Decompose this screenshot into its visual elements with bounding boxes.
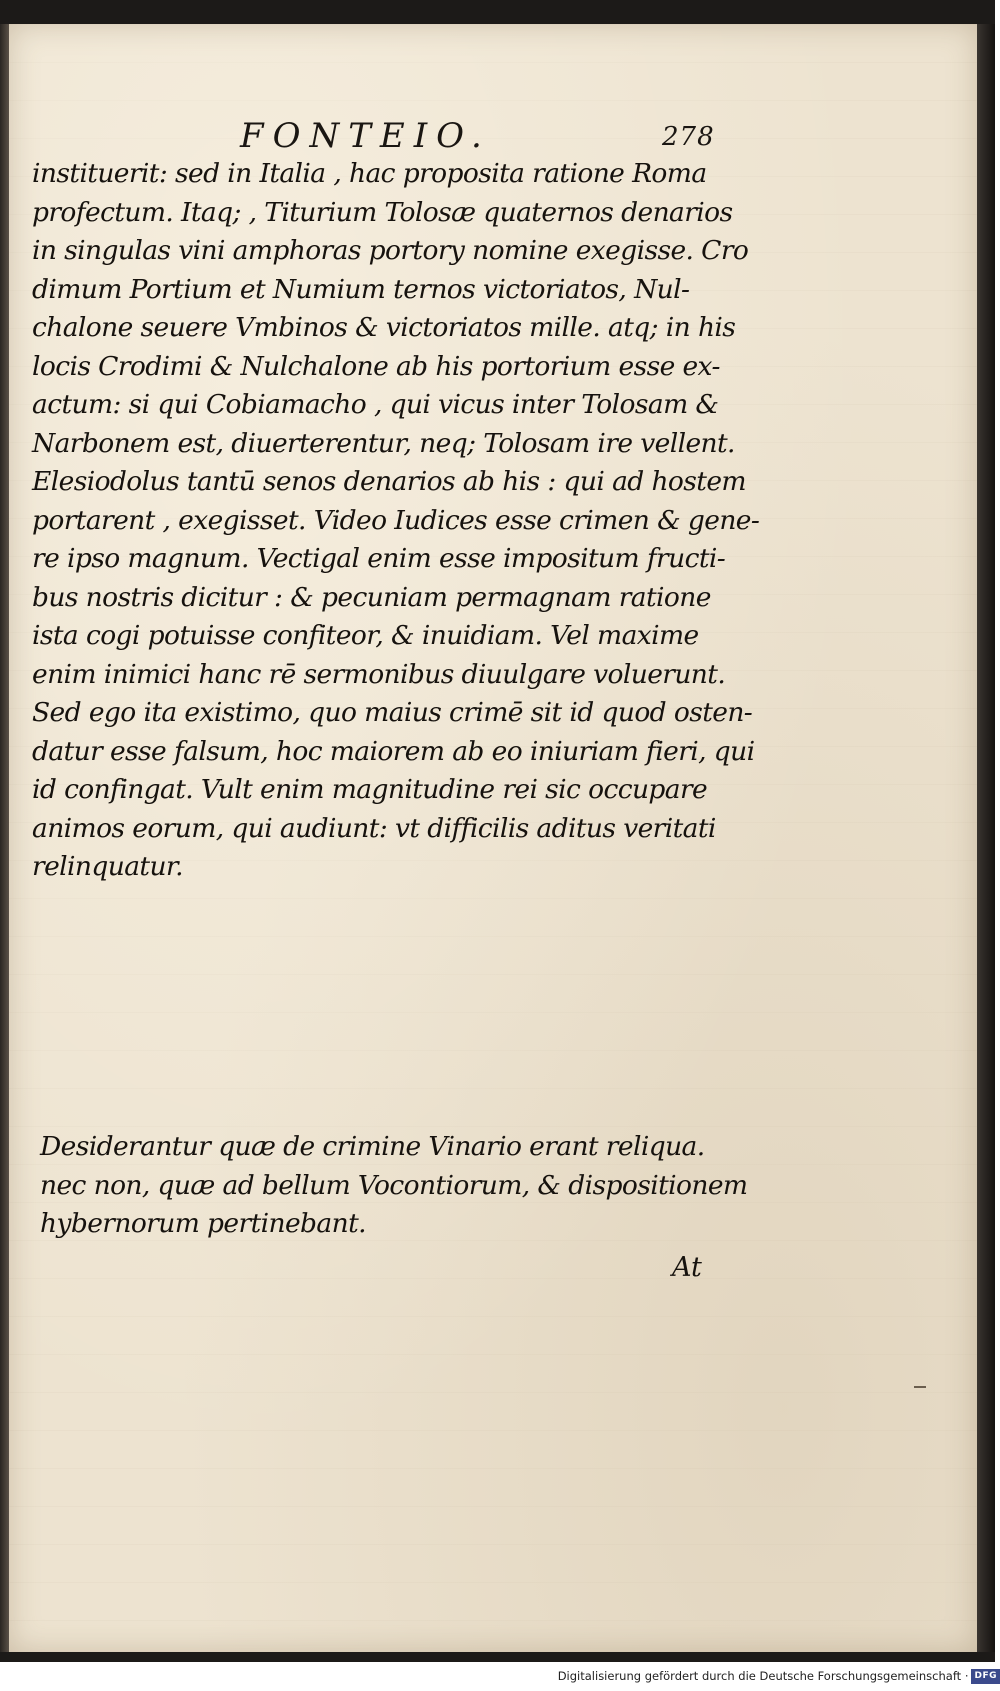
text-line: portarent , exegisset. Video Iudices esse crimen & gene- <box>32 504 760 536</box>
text-line: bus nostris dicitur : & pecuniam permagnam ratione <box>32 581 711 613</box>
dfg-logo: DFG <box>971 1669 1000 1684</box>
text-line: re ipso magnum. Vectigal enim esse impositum fructi- <box>32 543 726 574</box>
text-line: relinquatur. <box>32 851 183 882</box>
note-line: hybernorum pertinebant. <box>40 1208 366 1239</box>
text-line: datur esse falsum, hoc maiorem ab eo iniuriam fieri, qui <box>32 735 755 767</box>
main-text-block <box>32 155 802 887</box>
page-number: 278 <box>662 122 715 152</box>
book-right-edge <box>977 24 995 1652</box>
text-line: animos eorum, qui audiunt: vt difficilis aditus veritati <box>32 812 716 844</box>
text-line: Narbonem est, diuerterentur, neq; Tolosam ire vellent. <box>32 427 735 459</box>
lacuna-note <box>40 1128 810 1244</box>
text-line: id confingat. Vult enim magnitudine rei sic occupare <box>32 774 708 805</box>
funding-notice: Digitalisierung gefördert durch die Deutsche Forschungsgemeinschaft · <box>557 1669 969 1683</box>
text-line: Sed ego ita existimo, quo maius crimē sit id quod osten- <box>32 697 753 728</box>
text-line: chalone seuere Vmbinos & victoriatos mille. atq; in his <box>32 312 736 343</box>
text-line: instituerit: sed in Italia , hac proposita ratione Roma <box>32 158 707 189</box>
text-line: ista cogi potuisse confiteor, & inuidiam. Vel maxime <box>32 620 699 651</box>
text-line: dimum Portium et Numium ternos victoriatos, Nul- <box>32 273 690 305</box>
note-line: Desiderantur quæ de crimine Vinario erant reliqua. <box>40 1131 705 1162</box>
text-line: Elesiodolus tantū senos denarios ab his : qui ad hostem <box>32 466 746 497</box>
text-line: actum: si qui Cobiamacho , qui vicus inter Tolosam & <box>32 389 719 420</box>
catchword: At <box>672 1252 702 1283</box>
running-title: FONTEIO. <box>240 116 491 156</box>
digitization-footer <box>558 1665 1000 1687</box>
text-line: enim inimici hanc rē sermonibus diuulgare voluerunt. <box>32 658 726 690</box>
text-line: in singulas vini amphoras portory nomine exegisse. Cro <box>32 235 749 266</box>
note-line: nec non, quæ ad bellum Vocontiorum, & dispositionem <box>40 1169 748 1201</box>
text-line: profectum. Itaq; , Titurium Tolosæ quaternos denarios <box>32 196 733 228</box>
page-edge-mark <box>914 1386 926 1388</box>
text-line: locis Crodimi & Nulchalone ab his portorium esse ex- <box>32 350 720 382</box>
book-left-edge <box>0 24 9 1652</box>
